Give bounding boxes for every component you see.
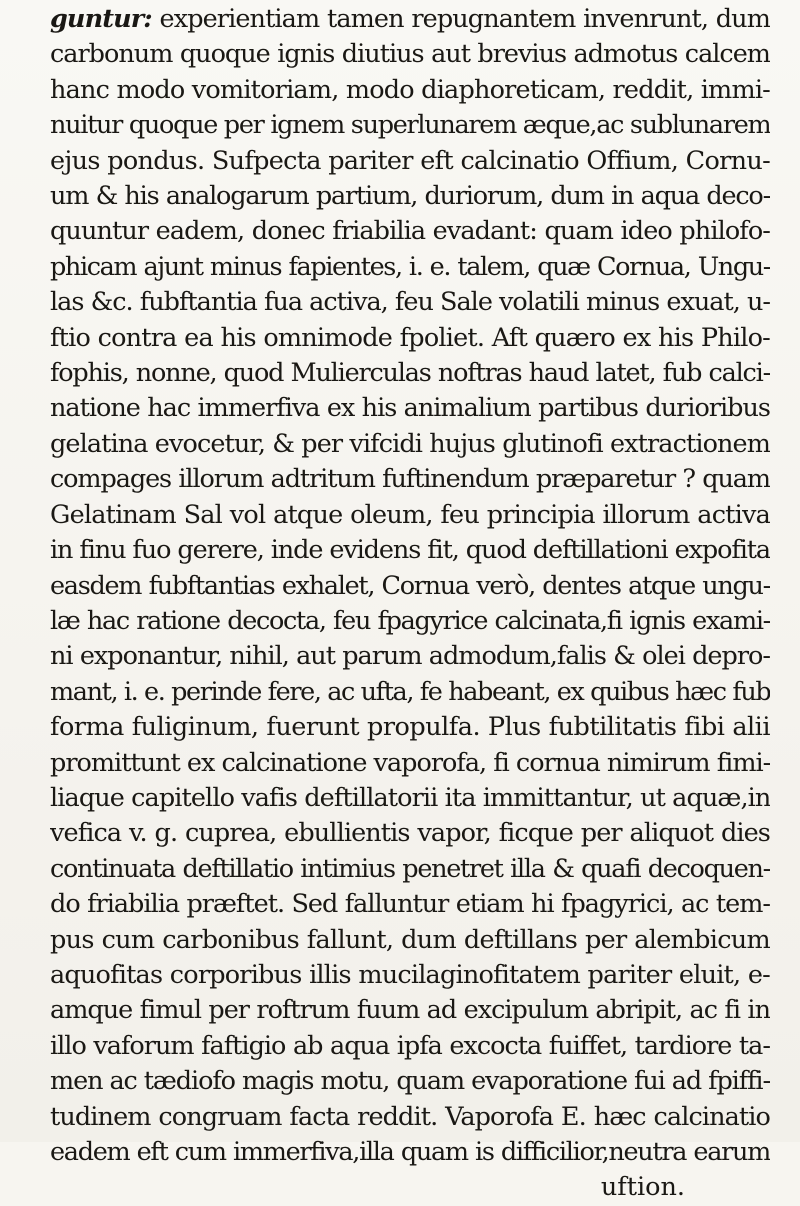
text-line: promittunt ex calcinatione vaporofa, fi cornua nimirum fimi- <box>50 747 770 778</box>
text-line: liaque capitello vafis deftillatorii ita immittantur, ut aquæ,in <box>50 782 770 813</box>
text-line: tudinem congruam facta reddit. Vaporofa E. hæc calcinatio <box>50 1101 770 1132</box>
text-line: phicam ajunt minus fapientes, i. e. talem, quæ Cornua, Ungu- <box>50 251 770 282</box>
text-line: aquofitas corporibus illis mucilaginofitatem pariter eluit, e- <box>50 959 770 990</box>
text-line: ni exponantur, nihil, aut parum admodum,falis & olei depro- <box>50 641 770 672</box>
text-line: mant, i. e. perinde fere, ac ufta, fe habeant, ex quibus hæc fub <box>50 676 770 707</box>
text-line: illo vaforum faftigio ab aqua ipfa excocta fuiffet, tardiore ta- <box>50 1030 770 1061</box>
text-line: las &c. fubftantia fua activa, feu Sale volatili minus exuat, u- <box>50 287 770 318</box>
text-line: carbonum quoque ignis diutius aut brevius admotus calcem <box>50 39 770 70</box>
text-line: amque fimul per roftrum fuum ad excipulum abripit, ac fi in <box>50 995 770 1026</box>
body-text <box>50 2 770 1206</box>
text-line <box>50 2 770 37</box>
text-line: ftio contra ea his omnimode fpoliet. Aft quæro ex his Philo- <box>50 322 770 353</box>
text-line: do friabilia præftet. Sed falluntur etiam hi fpagyrici, ac tem- <box>50 889 770 920</box>
text-line: hanc modo vomitoriam, modo diaphoreticam, reddit, immi- <box>50 74 770 105</box>
text-line: continuata deftillatio intimius penetret illa & quafi decoquen- <box>50 853 770 884</box>
text-line: gelatina evocetur, & per vifcidi hujus glutinofi extractionem <box>50 428 770 459</box>
text-line: quuntur eadem, donec friabilia evadant: quam ideo philofo- <box>50 216 770 247</box>
text-line: eadem eft cum immerfiva,illa quam is difficilior,neutra earum <box>50 1137 770 1167</box>
text-line: fophis, nonne, quod Mulierculas noftras haud latet, fub calci- <box>50 358 770 389</box>
text-line: in finu fuo gerere, inde evidens fit, quod deftillationi expofita <box>50 535 770 566</box>
text-line: men ac tædiofo magis motu, quam evaporatione fui ad fpiffi- <box>50 1066 770 1097</box>
text-line: læ hac ratione decocta, feu fpagyrice calcinata,fi ignis exami- <box>50 605 770 636</box>
text-line: pus cum carbonibus fallunt, dum deftillans per alembicum <box>50 924 770 955</box>
text-line: ejus pondus. Sufpecta pariter eft calcinatio Offium, Cornu- <box>50 145 770 176</box>
line-text: experientiam tamen repugnantem invenrunt, dum <box>151 4 770 34</box>
text-line: vefica v. g. cuprea, ebullientis vapor, ficque per aliquot dies <box>50 818 770 849</box>
text-line: nuitur quoque per ignem superlunarem æque,ac sublunarem <box>50 110 770 141</box>
catchword-lead: guntur: <box>50 4 152 34</box>
text-line: um & his analogarum partium, duriorum, dum in aqua deco- <box>50 181 770 212</box>
text-line-final: uftion. <box>600 1172 685 1203</box>
text-line: Gelatinam Sal vol atque oleum, feu principia illorum activa <box>50 499 770 530</box>
text-line: compages illorum adtritum fuftinendum præparetur ? quam <box>50 464 770 495</box>
text-line: forma fuliginum, fuerunt propulfa. Plus fubtilitatis fibi alii <box>50 712 770 743</box>
text-line: easdem fubftantias exhalet, Cornua verò, dentes atque ungu- <box>50 570 770 601</box>
text-line: natione hac immerfiva ex his animalium partibus durioribus <box>50 393 770 424</box>
